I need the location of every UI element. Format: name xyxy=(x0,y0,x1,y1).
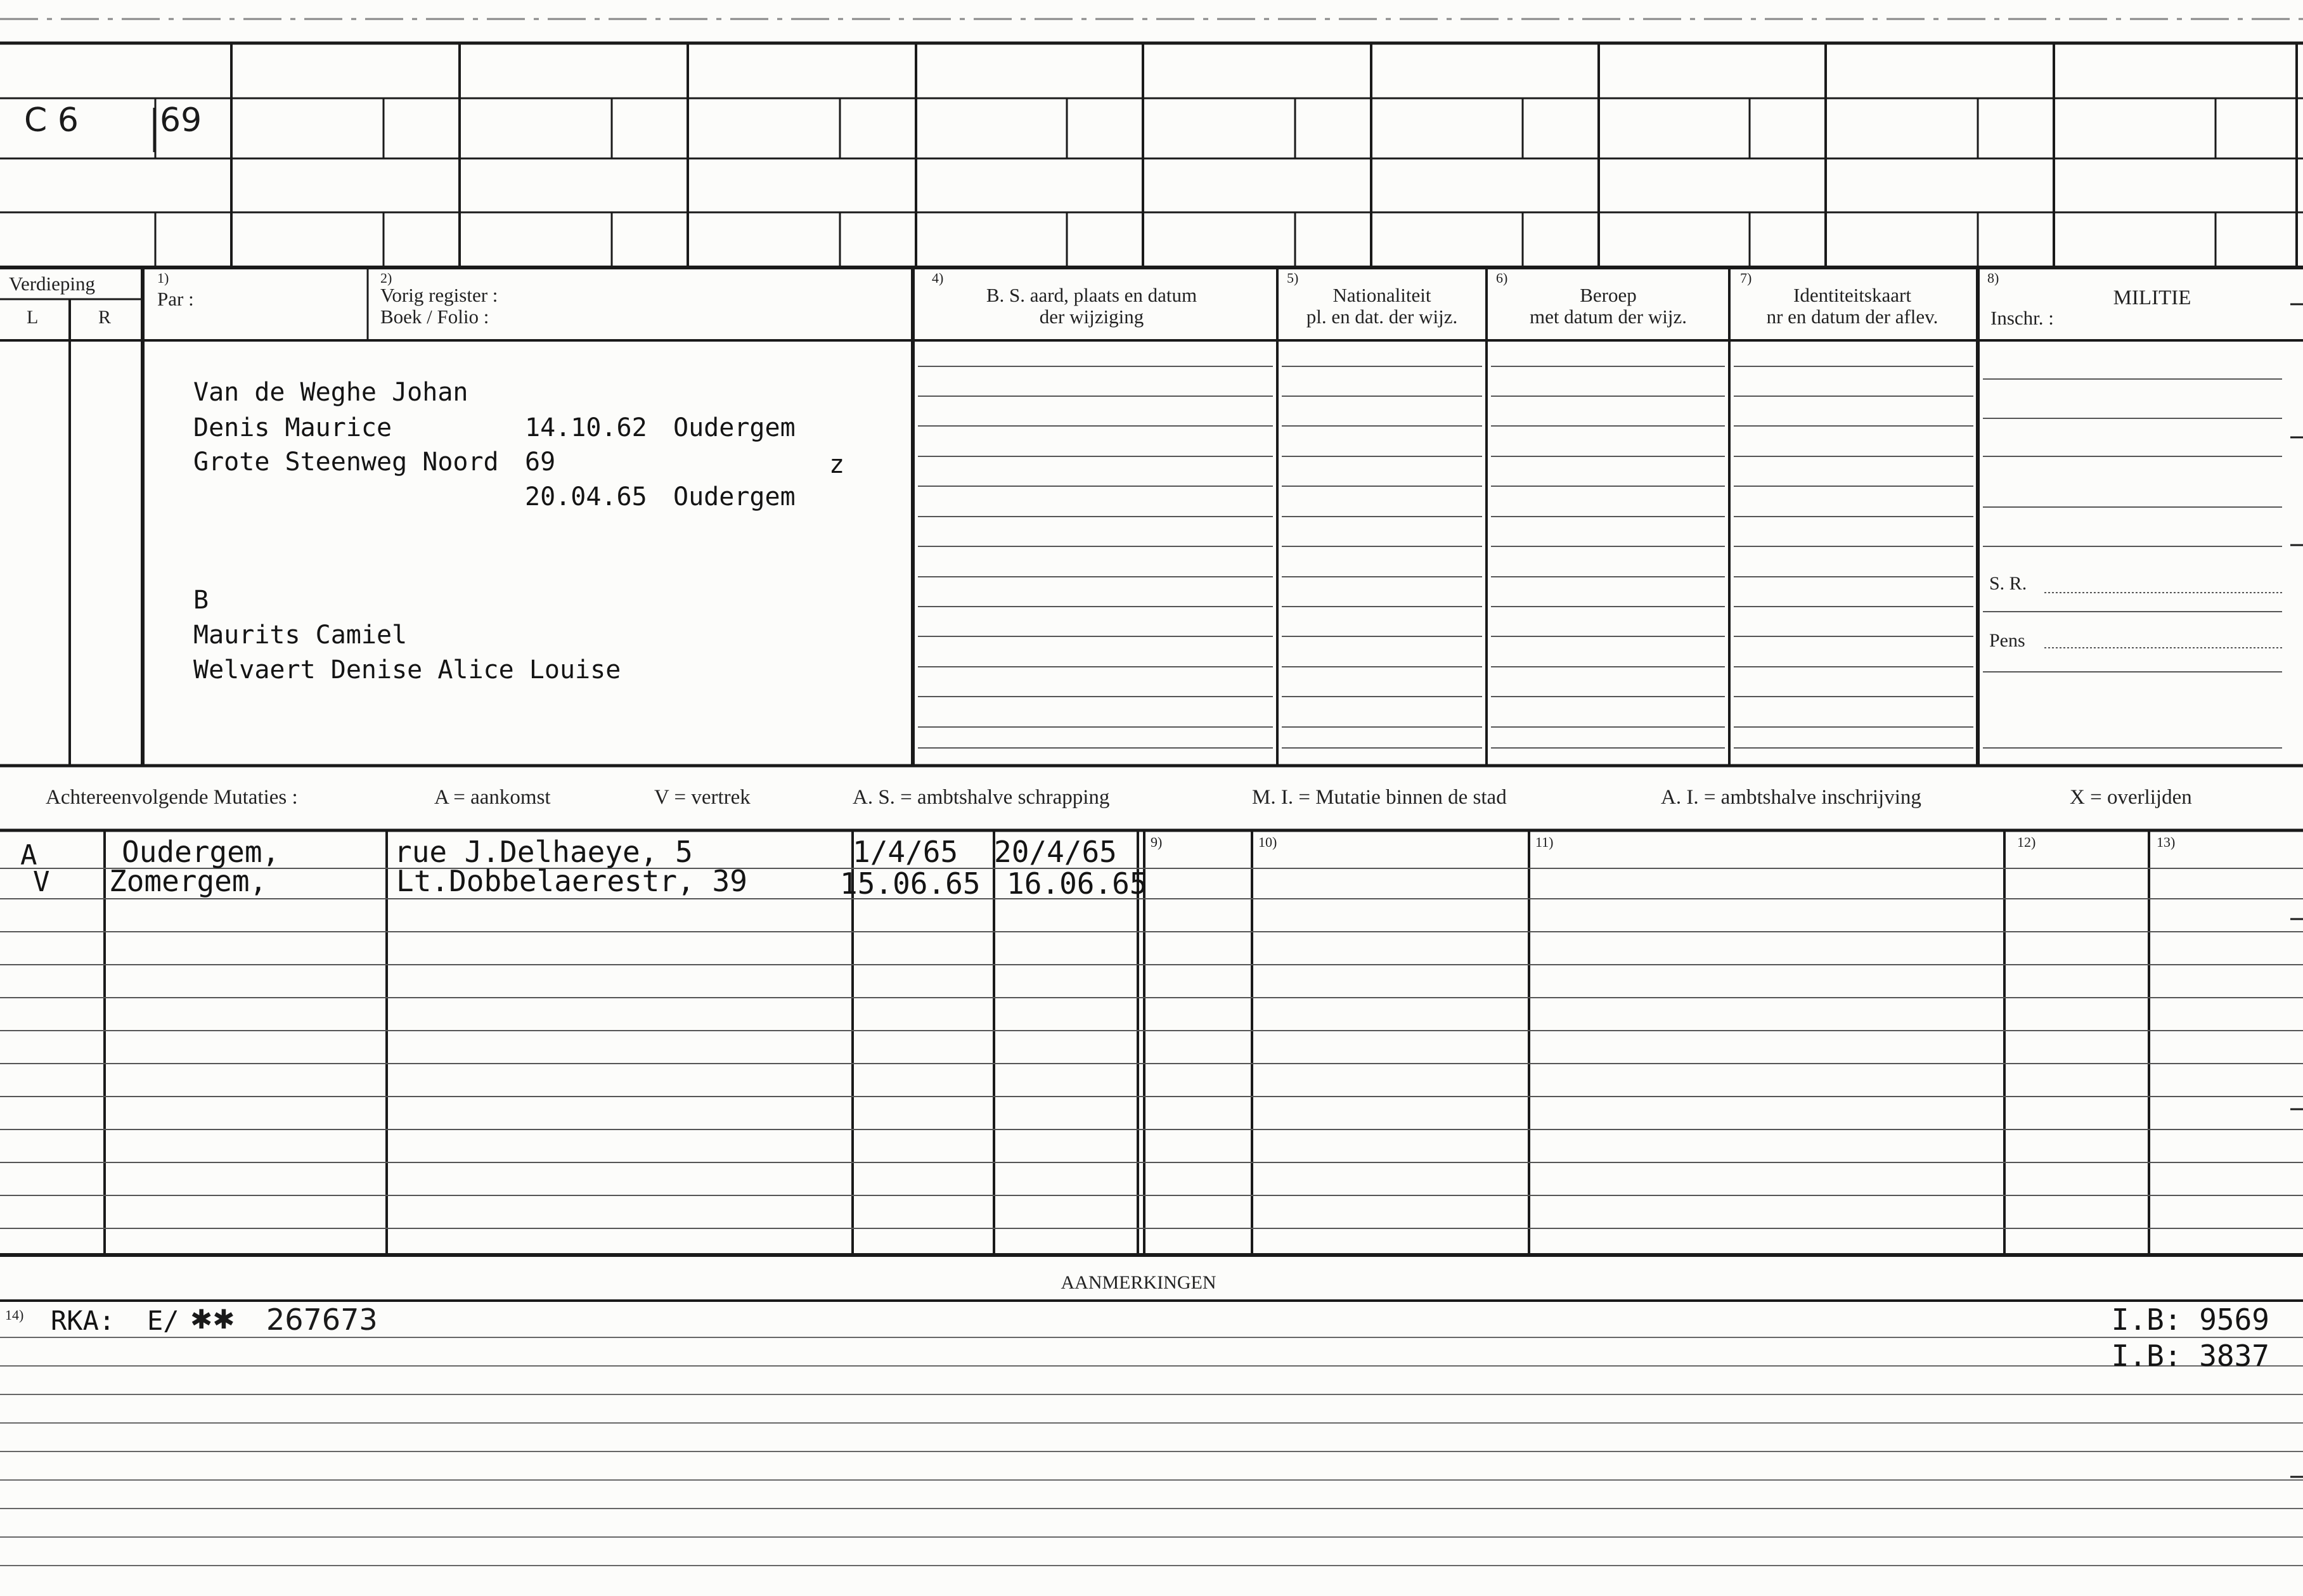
mutation-commune: Zomergem, xyxy=(109,864,268,898)
legend-vertrek: V = vertrek xyxy=(654,786,751,809)
rka-number: 267673 xyxy=(266,1303,378,1337)
mutation-type: V xyxy=(33,866,50,898)
mutation-date-1: 1/4/65 xyxy=(853,835,958,869)
verdieping-label: Verdieping xyxy=(9,273,96,295)
boek-folio-label: Boek / Folio : xyxy=(380,306,489,328)
nationaliteit-header: Nationaliteit xyxy=(1332,284,1431,306)
registration-date: 20.04.65 xyxy=(525,482,647,512)
mutation-column-numbers xyxy=(1151,834,2175,850)
birth-date: 14.10.62 xyxy=(525,413,647,442)
person-name: Van de Weghe Johan xyxy=(193,378,468,407)
parent-father: Maurits Camiel xyxy=(193,621,408,650)
bs-header-2: der wijziging xyxy=(1039,306,1144,328)
militie-header: MILITIE xyxy=(2113,286,2191,309)
birth-place: Oudergem xyxy=(673,413,796,442)
ib-number-1: I.B: 9569 xyxy=(2111,1303,2269,1337)
rka-redacted: ✱✱ xyxy=(190,1304,235,1335)
legend-title: Achtereenvolgende Mutaties : xyxy=(46,786,298,809)
identiteitskaart-sub: nr en datum der aflev. xyxy=(1766,306,1939,328)
mutation-date-2: 16.06.65 xyxy=(1007,866,1147,901)
mutations-row-rules xyxy=(0,868,2303,1228)
mutation-address: Lt.Dobbelaerestr, 39 xyxy=(396,864,747,898)
id-num: 7) xyxy=(1740,270,1752,286)
ib-number-2: I.B: 3837 xyxy=(2111,1339,2269,1373)
beroep-header: Beroep xyxy=(1580,284,1637,306)
registration-place: Oudergem xyxy=(673,482,796,512)
main-body-rules xyxy=(918,366,2282,748)
mutation-type: A xyxy=(20,839,37,872)
sr-label: S. R. xyxy=(1989,573,2027,594)
legend-mutatie: M. I. = Mutatie binnen de stad xyxy=(1252,786,1507,809)
identiteitskaart-header: Identiteitskaart xyxy=(1793,284,1911,306)
father-name: Denis Maurice xyxy=(193,413,392,442)
top-grid xyxy=(0,43,2303,267)
parent-mother: Welvaert Denise Alice Louise xyxy=(193,655,621,685)
legend-inschrijving: A. I. = ambtshalve inschrijving xyxy=(1661,786,1921,809)
par-num: 1) xyxy=(157,270,169,286)
rka-label: RKA: xyxy=(51,1305,115,1336)
grid-number: 69 xyxy=(160,101,202,139)
bs-num: 4) xyxy=(932,270,944,286)
par-label: Par : xyxy=(157,288,194,310)
col-num-11: 11) xyxy=(1535,834,1554,850)
mutation-address: rue J.Delhaeye, 5 xyxy=(394,835,693,869)
mutations-legend xyxy=(46,786,2192,809)
remarks-rules xyxy=(0,1337,2303,1566)
nationaliteit-sub: pl. en dat. der wijz. xyxy=(1306,306,1458,328)
beroep-num: 6) xyxy=(1496,270,1508,286)
col-num-13: 13) xyxy=(2157,834,2176,850)
remarks-title: AANMERKINGEN xyxy=(1061,1272,1216,1293)
bs-header-1: B. S. aard, plaats en datum xyxy=(986,284,1197,306)
vorig-num: 2) xyxy=(380,270,392,286)
remarks-num: 14) xyxy=(5,1307,24,1323)
nat-num: 5) xyxy=(1287,270,1299,286)
house-number: 69 xyxy=(525,447,556,477)
street-address: Grote Steenweg Noord xyxy=(193,447,499,477)
mutation-date-2: 20/4/65 xyxy=(994,835,1117,869)
grid-code: C 6 xyxy=(24,101,79,139)
mutation-row-departure xyxy=(33,864,1147,901)
inschr-label: Inschr. : xyxy=(1990,307,2054,329)
rka-value: E/ xyxy=(147,1305,179,1336)
status-letter: B xyxy=(193,586,209,615)
militie-num: 8) xyxy=(1987,270,1999,286)
vorig-register-label: Vorig register : xyxy=(380,284,498,306)
sex-mark: z xyxy=(829,450,845,479)
r-label: R xyxy=(98,307,112,328)
legend-overlijden: X = overlijden xyxy=(2070,786,2192,809)
mutation-date-1: 15.06.65 xyxy=(840,866,981,901)
legend-schrapping: A. S. = ambtshalve schrapping xyxy=(853,786,1110,809)
legend-aankomst: A = aankomst xyxy=(434,786,551,809)
l-label: L xyxy=(27,307,39,328)
col-num-9: 9) xyxy=(1151,834,1163,850)
pens-label: Pens xyxy=(1989,630,2025,651)
col-num-10: 10) xyxy=(1258,834,1277,850)
beroep-sub: met datum der wijz. xyxy=(1530,306,1687,328)
mutation-commune: Oudergem, xyxy=(122,835,280,869)
person-block xyxy=(193,378,844,685)
col-num-12: 12) xyxy=(2017,834,2036,850)
